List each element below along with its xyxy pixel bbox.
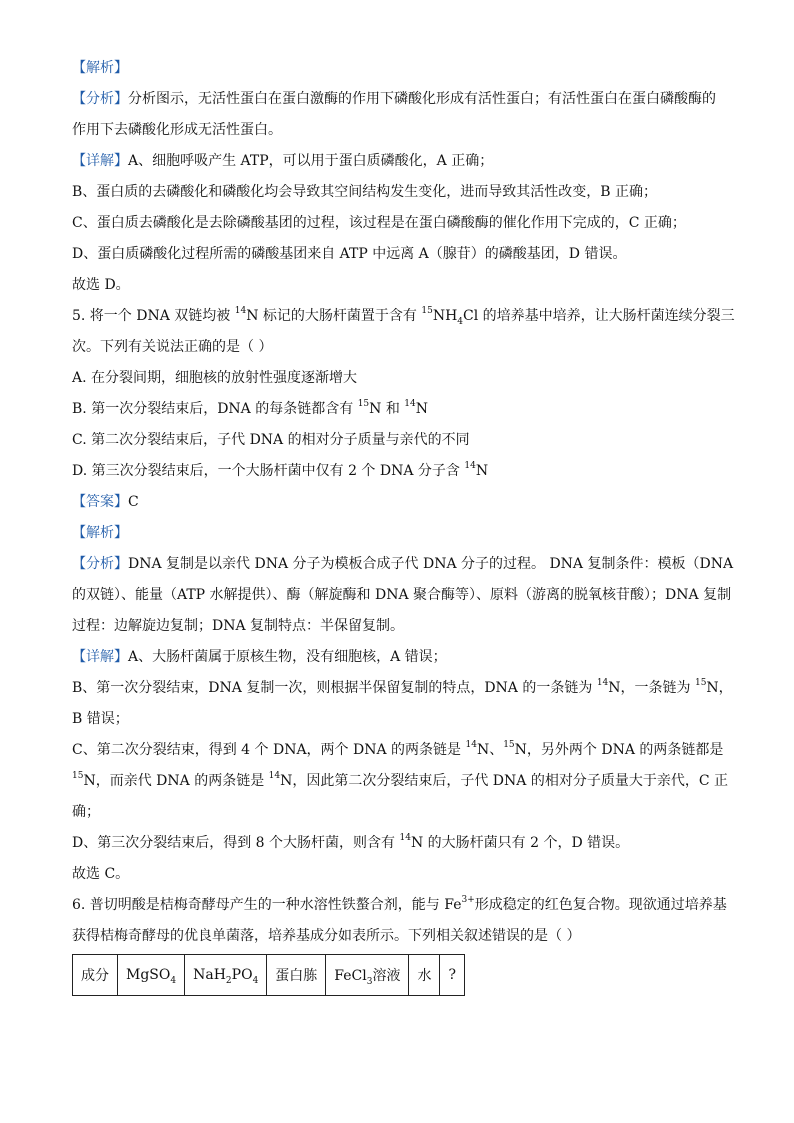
q5-detail-line: $^{15}$N，而亲代 DNA 的两条链是 $^{14}$N，因此第二次分裂结束后，子代 DNA 的相对分子质量大于亲代，C 正 (72, 771, 728, 789)
conclusion-line: 故选 D。 (72, 277, 130, 293)
q5-analysis-line: 的双链）、能量（ATP 水解提供）、酶（解旋酶和 DNA 聚合酶等）、原料（游离的脱氧核苷酸）；DNA 复制 (72, 587, 732, 603)
detail-line: B、蛋白质的去磷酸化和磷酸化均会导致其空间结构发生变化，进而导致其活性改变，B 正确； (72, 184, 658, 200)
medium-composition-table (72, 954, 465, 996)
q5-detail-line: D、第三次分裂结束后，得到 8 个大肠杆菌，则含有 $^{14}$N 的大肠杆菌只有 2 个，D 错误。 (72, 833, 630, 851)
q5-detail-line: C、第二次分裂结束，得到 4 个 DNA，两个 DNA 的两条链是 $^{14}$N、$^{15}$N，另外两个 DNA 的两条链都是 (72, 740, 724, 758)
detail-line: D、蛋白质磷酸化过程所需的磷酸基团来自 ATP 中远离 A（腺苷）的磷酸基团，D 错误。 (72, 246, 627, 262)
q5-stem: 5. 将一个 DNA 双链均被 $^{14}$N 标记的大肠杆菌置于含有 $^{15}NH_4Cl$ 的培养基中培养，让大肠杆菌连续分裂三 (72, 306, 735, 327)
q5-analysis-line: 【分析】DNA 复制是以亲代 DNA 分子为模板合成子代 DNA 分子的过程。 DNA 复制条件：模板（DNA (72, 556, 734, 572)
q5-analysis-heading: 【解析】 (72, 525, 128, 541)
q5-detail-line: 确； (72, 804, 100, 820)
q5-stem: 次。下列有关说法正确的是（ ） (72, 339, 273, 355)
detail-line: 【详解】A、细胞呼吸产生 ATP，可以用于蛋白质磷酸化，A 正确； (72, 153, 494, 169)
table-cell: 成分 (73, 955, 118, 996)
table-cell: FeCl$_3$溶液 (326, 955, 409, 996)
q5-detail-line: B 错误； (72, 711, 129, 727)
analysis-line: 作用下去磷酸化形成无活性蛋白。 (72, 122, 282, 138)
detail-line: C、蛋白质去磷酸化是去除磷酸基团的过程，该过程是在蛋白磷酸酶的催化作用下完成的，C 正确； (72, 215, 686, 231)
q5-analysis-line: 过程：边解旋边复制；DNA 复制特点：半保留复制。 (72, 618, 405, 634)
q5-option-c: C. 第二次分裂结束后，子代 DNA 的相对分子质量与亲代的不同 (72, 432, 470, 448)
analysis-heading: 【解析】 (72, 60, 128, 76)
table-cell: ? (440, 955, 465, 996)
table-cell: 水 (409, 955, 440, 996)
q6-stem: 获得桔梅奇酵母的优良单菌落，培养基成分如表所示。下列相关叙述错误的是（ ） (72, 928, 581, 944)
q5-option-a: A. 在分裂间期，细胞核的放射性强度逐渐增大 (72, 370, 358, 386)
table-row (73, 955, 465, 996)
table-cell: MgSO$_4$ (118, 955, 185, 996)
analysis-line: 【分析】分析图示，无活性蛋白在蛋白激酶的作用下磷酸化形成有活性蛋白；有活性蛋白在蛋白磷酸酶的 (72, 91, 716, 107)
document-page (72, 58, 735, 996)
q5-answer: 【答案】C (72, 494, 139, 510)
q5-detail-line: B、第一次分裂结束，DNA 复制一次，则根据半保留复制的特点，DNA 的一条链为 $^{14}$N，一条链为 $^{15}$N， (72, 678, 733, 696)
q5-option-b: B. 第一次分裂结束后，DNA 的每条链都含有 $^{15}$N 和 $^{14}$N (72, 399, 428, 417)
q5-detail-line: 【详解】A、大肠杆菌属于原核生物，没有细胞核，A 错误； (72, 649, 447, 665)
q5-option-d: D. 第三次分裂结束后，一个大肠杆菌中仅有 2 个 DNA 分子含 $^{14}$N (72, 461, 489, 479)
table-cell: 蛋白胨 (267, 955, 326, 996)
q5-conclusion: 故选 C。 (72, 866, 130, 882)
table-cell: $NaH_2PO_4$ (185, 955, 267, 996)
q6-stem: 6. 普切明酸是桔梅奇酵母产生的一种水溶性铁螯合剂，能与 $Fe^{3+}$形成稳定的红色复合物。现欲通过培养基 (72, 895, 727, 913)
